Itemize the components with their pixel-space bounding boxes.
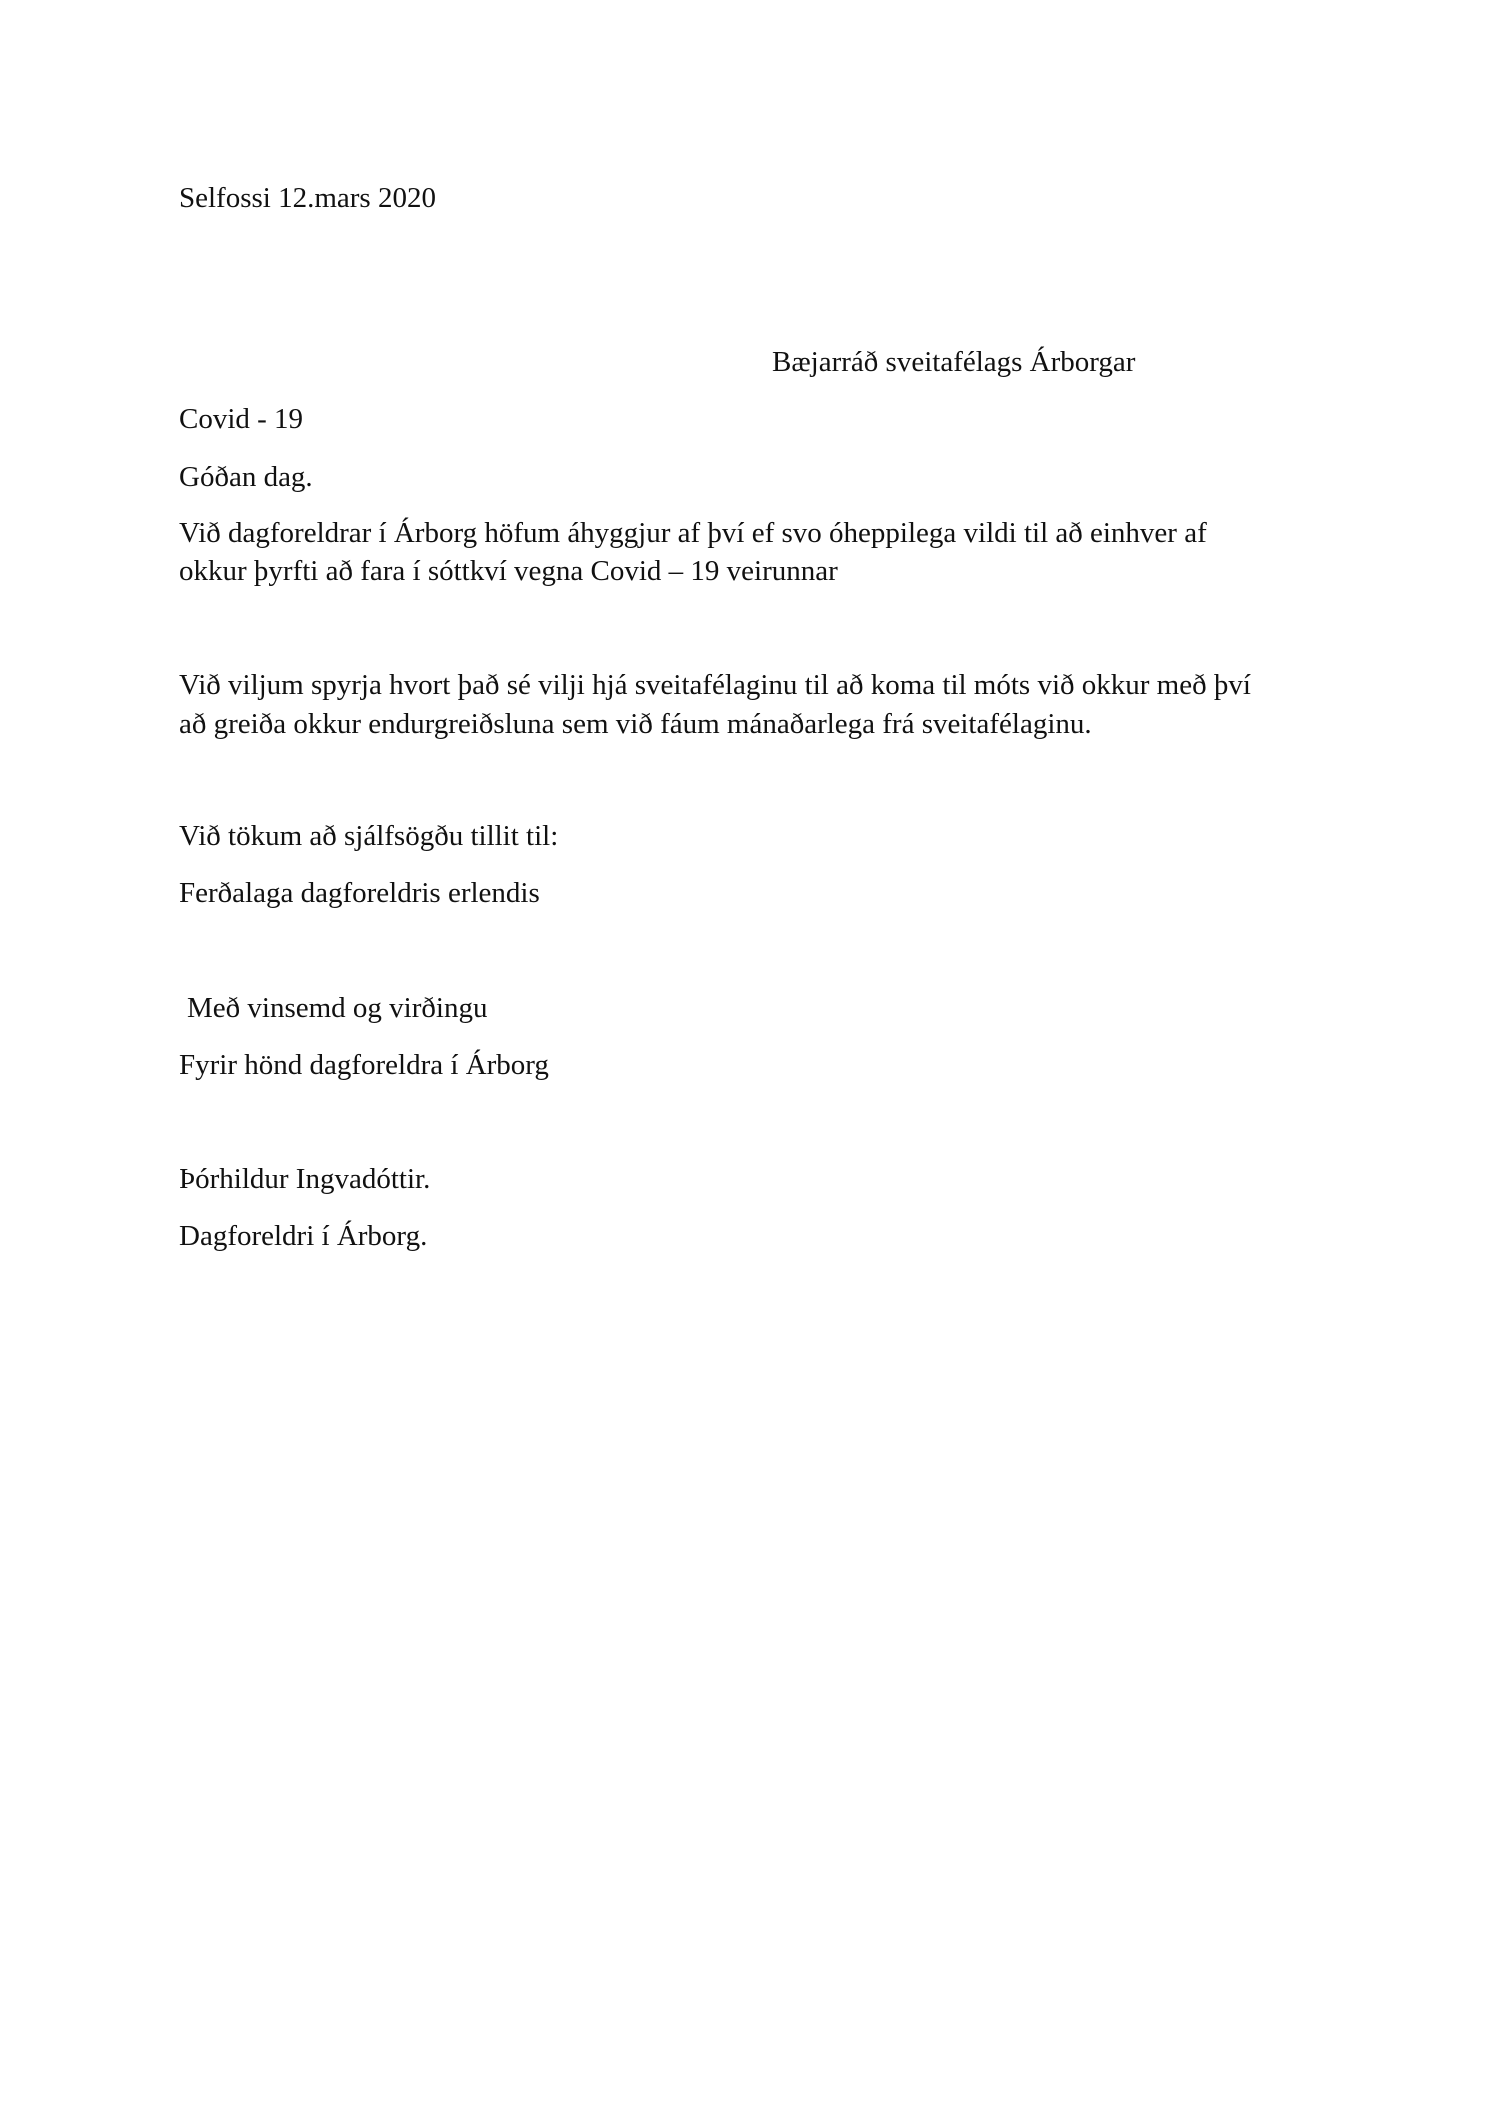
signer-name: Þórhildur Ingvadóttir. bbox=[179, 1163, 431, 1195]
paragraph-2-line-1: Við viljum spyrja hvort það sé vilji hjá sveitafélaginu til að koma til móts við okkur með því bbox=[179, 669, 1251, 701]
paragraph-1-line-2: okkur þyrfti að fara í sóttkví vegna Covid – 19 veirunnar bbox=[179, 555, 838, 587]
closing: Með vinsemd og virðingu bbox=[187, 992, 488, 1024]
place-and-date: Selfossi 12.mars 2020 bbox=[179, 182, 436, 214]
consideration-item: Ferðalaga dagforeldris erlendis bbox=[179, 877, 540, 909]
recipient: Bæjarráð sveitafélags Árborgar bbox=[772, 346, 1136, 378]
paragraph-2-line-2: að greiða okkur endurgreiðsluna sem við fáum mánaðarlega frá sveitafélaginu. bbox=[179, 708, 1092, 740]
subject: Covid - 19 bbox=[179, 403, 304, 435]
greeting: Góðan dag. bbox=[179, 461, 313, 493]
on-behalf: Fyrir hönd dagforeldra í Árborg bbox=[179, 1049, 549, 1081]
consideration-intro: Við tökum að sjálfsögðu tillit til: bbox=[179, 820, 559, 852]
paragraph-1-line-1: Við dagforeldrar í Árborg höfum áhyggjur af því ef svo óheppilega vildi til að einhver af bbox=[179, 517, 1207, 549]
signer-title: Dagforeldri í Árborg. bbox=[179, 1220, 428, 1252]
